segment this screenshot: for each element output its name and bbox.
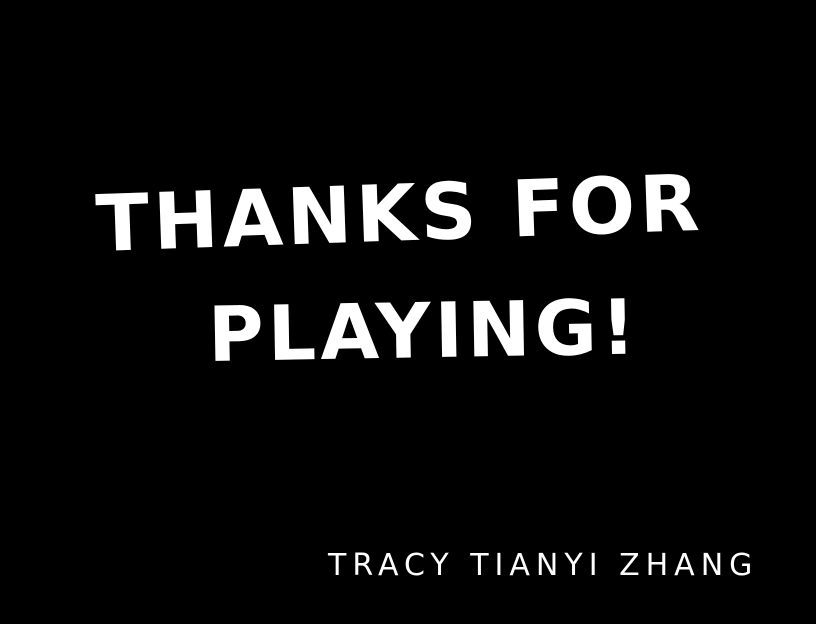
thanks-title-line-2: PLAYING! [207, 282, 641, 379]
thanks-title-line-1: THANKS FOR [94, 158, 705, 270]
author-credit: TRACY TIANYI ZHANG [328, 548, 759, 583]
